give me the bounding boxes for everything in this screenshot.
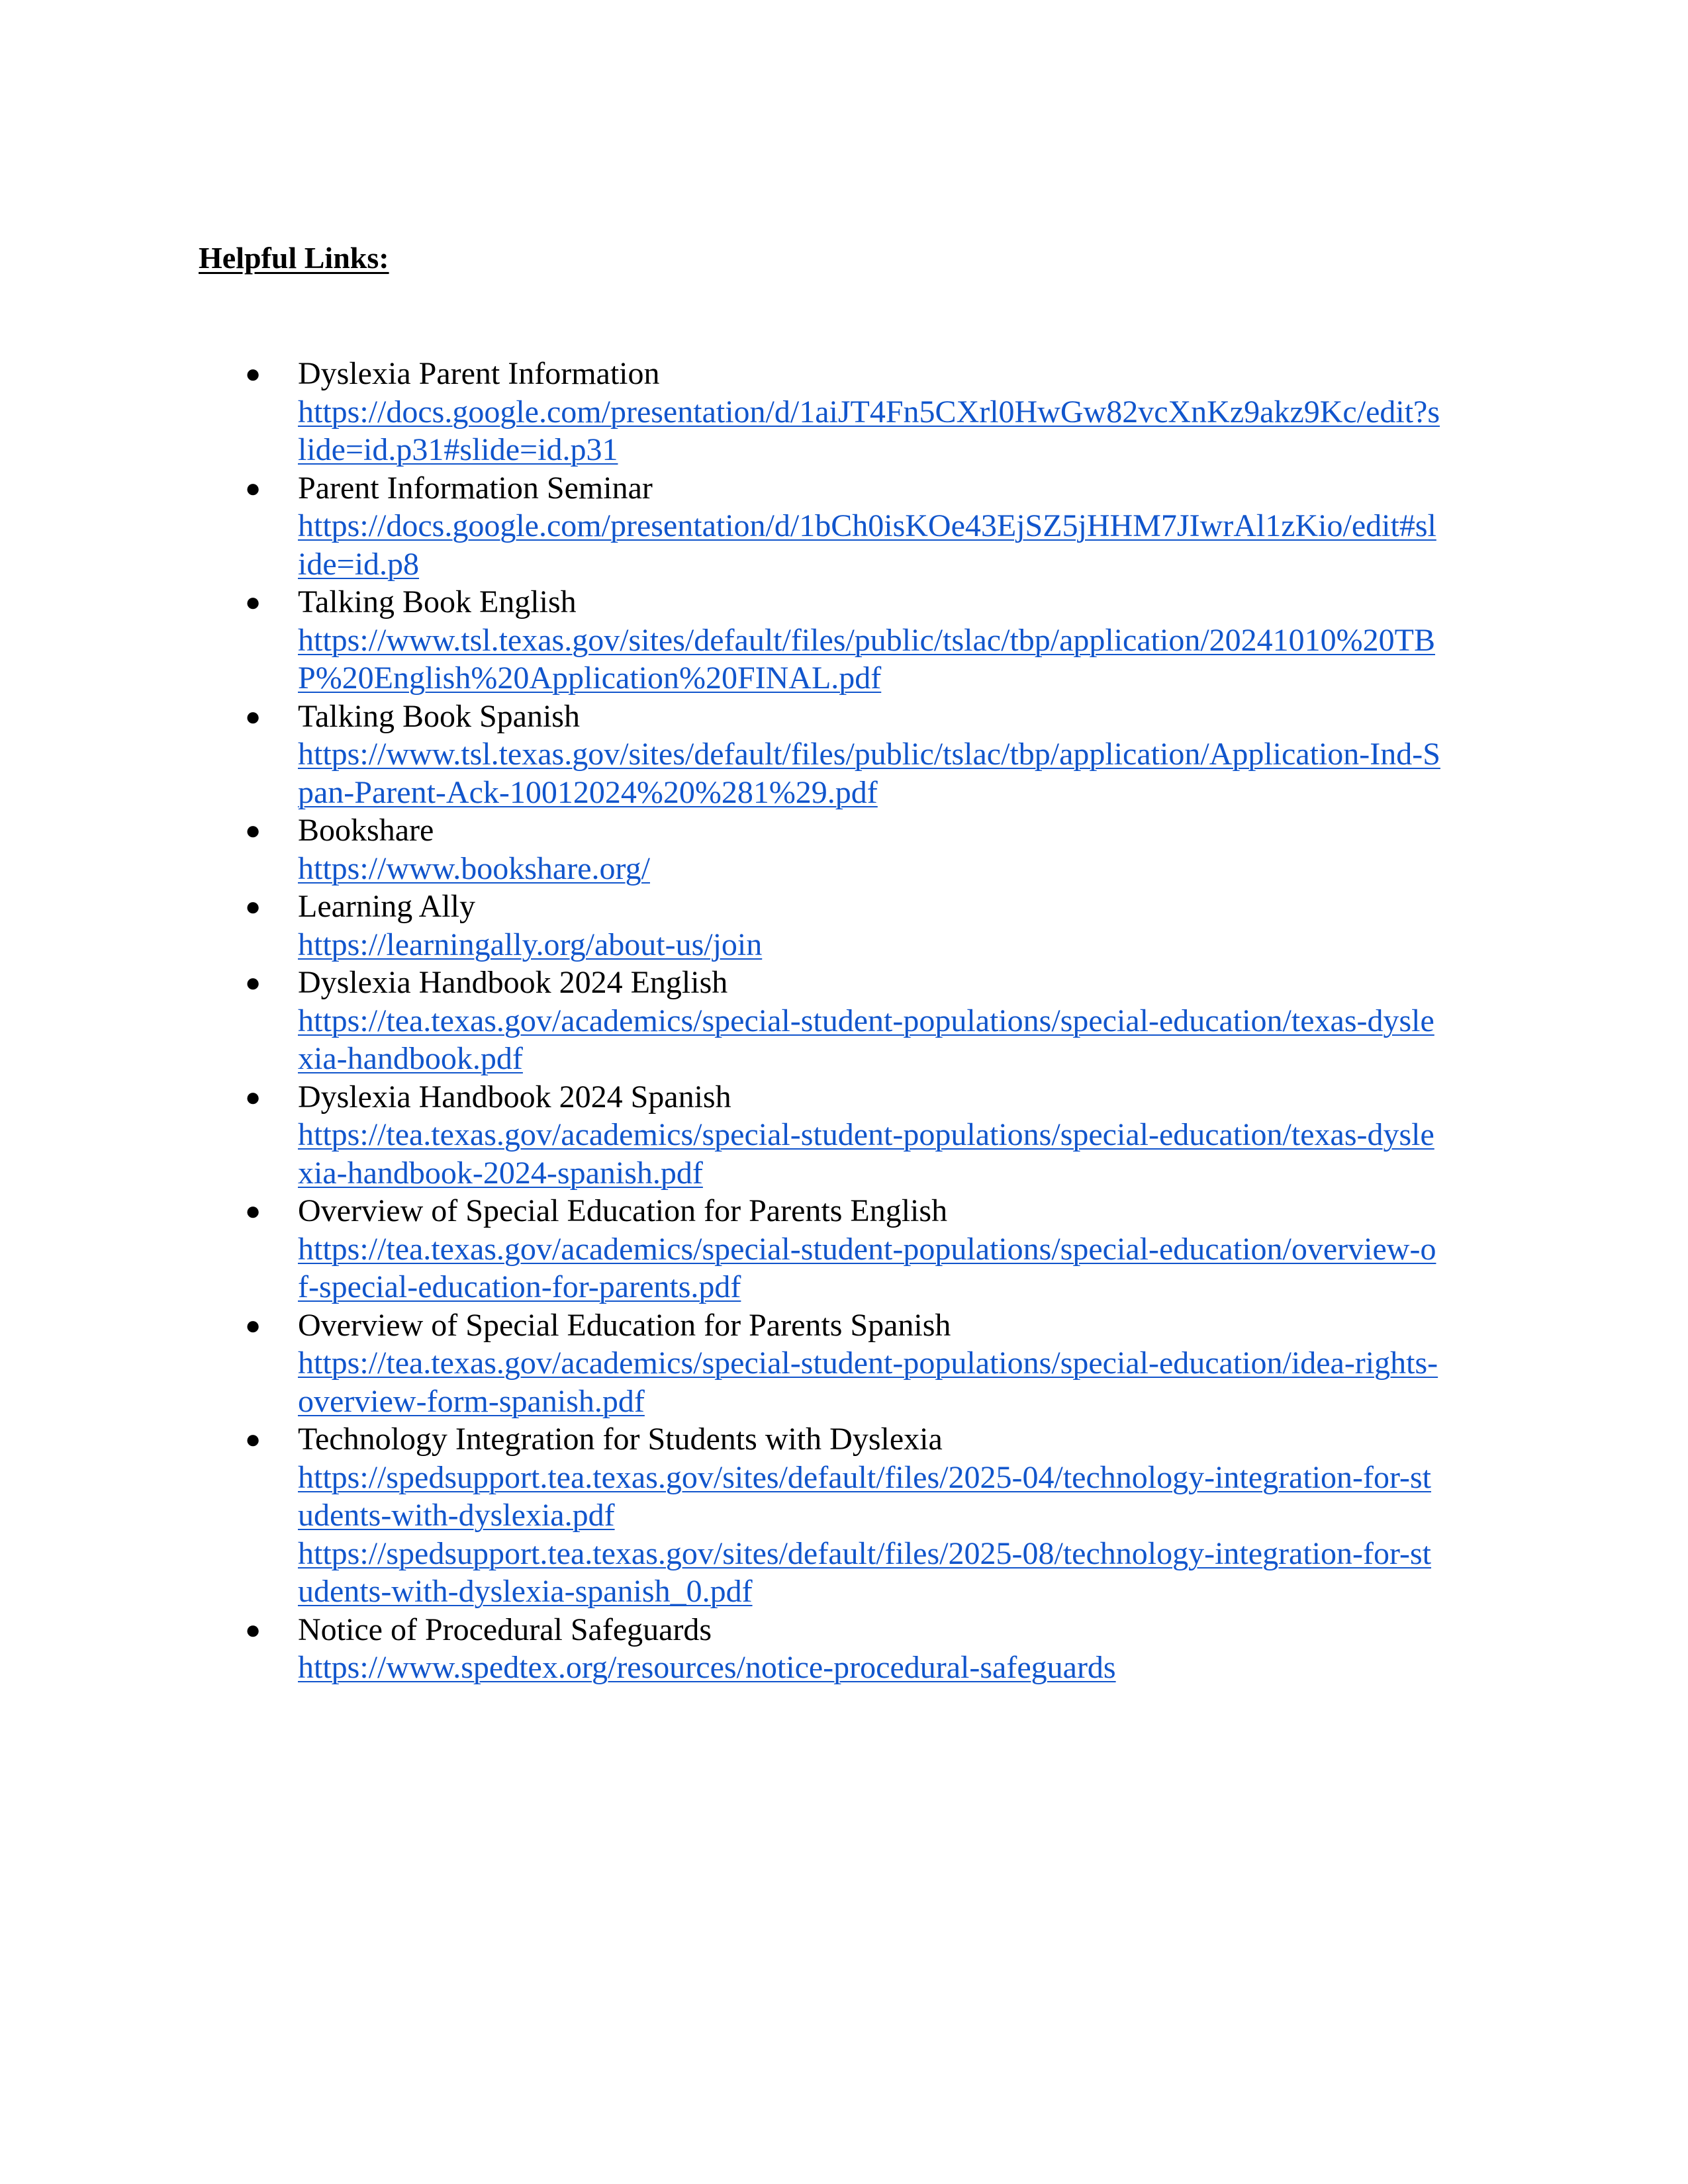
list-item — [199, 1192, 1496, 1306]
page-heading: Helpful Links: — [199, 241, 389, 275]
url-line[interactable]: xia-handbook.pdf — [298, 1041, 523, 1076]
url-link[interactable] — [298, 1002, 1496, 1078]
list-item — [199, 583, 1496, 698]
url-link[interactable] — [298, 393, 1496, 469]
bullet-icon: ● — [245, 1614, 261, 1645]
helpful-links-list — [199, 355, 1496, 1687]
list-item — [199, 887, 1496, 964]
url-line[interactable]: https://docs.google.com/presentation/d/1aiJT4Fn5CXrl0HwGw82vcXnKz9akz9Kc/edit?s — [298, 394, 1440, 430]
url-line[interactable]: ide=id.p8 — [298, 546, 420, 582]
url-line[interactable]: udents-with-dyslexia.pdf — [298, 1498, 615, 1533]
url-line[interactable]: P%20English%20Application%20FINAL.pdf — [298, 660, 882, 696]
url-line[interactable]: https://www.spedtex.org/resources/notice-procedural-safeguards — [298, 1650, 1116, 1685]
list-item — [199, 1611, 1496, 1687]
url-line[interactable]: udents-with-dyslexia-spanish_0.pdf — [298, 1574, 753, 1609]
url-line[interactable]: overview-form-spanish.pdf — [298, 1383, 645, 1419]
bullet-icon: ● — [245, 968, 261, 997]
link-label: Technology Integration for Students with Dyslexia — [298, 1422, 943, 1457]
url-line[interactable]: f-special-education-for-parents.pdf — [298, 1269, 741, 1304]
list-item — [199, 698, 1496, 812]
bullet-icon: ● — [245, 1310, 261, 1340]
url-link[interactable] — [298, 621, 1496, 698]
bullet-icon: ● — [245, 891, 261, 921]
url-line[interactable]: https://tea.texas.gov/academics/special-student-populations/special-education/texas-dysle — [298, 1003, 1434, 1038]
url-link[interactable] — [298, 1344, 1496, 1420]
link-label: Overview of Special Education for Parents Spanish — [298, 1307, 951, 1343]
url-line[interactable]: https://www.tsl.texas.gov/sites/default/files/public/tslac/tbp/application/20241010%20TB — [298, 622, 1435, 658]
bullet-icon: ● — [245, 473, 261, 503]
url-link[interactable] — [298, 1230, 1496, 1306]
url-link[interactable] — [298, 735, 1496, 811]
url-link[interactable] — [298, 1116, 1496, 1192]
link-label: Learning Ally — [298, 889, 475, 924]
link-label: Overview of Special Education for Parents English — [298, 1193, 948, 1228]
url-line[interactable]: pan-Parent-Ack-10012024%20%281%29.pdf — [298, 774, 878, 810]
bullet-icon: ● — [245, 1424, 261, 1454]
url-line[interactable]: https://tea.texas.gov/academics/special-student-populations/special-education/overview-o — [298, 1231, 1436, 1267]
url-line[interactable]: https://www.tsl.texas.gov/sites/default/files/public/tslac/tbp/application/Application-Ind-S — [298, 737, 1440, 772]
bullet-icon: ● — [245, 701, 261, 731]
url-line[interactable]: https://learningally.org/about-us/join — [298, 927, 763, 962]
bullet-icon: ● — [245, 359, 261, 388]
url-link[interactable] — [298, 507, 1496, 583]
list-item — [199, 964, 1496, 1078]
link-label: Parent Information Seminar — [298, 470, 653, 506]
url-line[interactable]: https://tea.texas.gov/academics/special-student-populations/special-education/texas-dysle — [298, 1117, 1434, 1152]
link-label: Dyslexia Parent Information — [298, 356, 660, 391]
bullet-icon: ● — [245, 587, 261, 617]
link-label: Talking Book Spanish — [298, 698, 580, 734]
bullet-icon: ● — [245, 1081, 261, 1112]
url-line[interactable]: https://www.bookshare.org/ — [298, 850, 650, 886]
link-label: Notice of Procedural Safeguards — [298, 1612, 712, 1647]
list-item — [199, 811, 1496, 887]
url-link[interactable] — [298, 850, 1496, 888]
link-label: Bookshare — [298, 813, 434, 848]
url-line[interactable]: https://spedsupport.tea.texas.gov/sites/default/files/2025-04/technology-integration-for-st — [298, 1459, 1432, 1495]
url-link[interactable] — [298, 1649, 1496, 1687]
url-line[interactable]: xia-handbook-2024-spanish.pdf — [298, 1155, 703, 1191]
list-item — [199, 1078, 1496, 1193]
list-item — [199, 355, 1496, 469]
url-line[interactable]: https://spedsupport.tea.texas.gov/sites/default/files/2025-08/technology-integration-for-st — [298, 1535, 1432, 1571]
list-item — [199, 1420, 1496, 1611]
url-line[interactable]: https://tea.texas.gov/academics/special-student-populations/special-education/idea-rights- — [298, 1345, 1438, 1381]
url-line[interactable]: lide=id.p31#slide=id.p31 — [298, 432, 618, 467]
list-item — [199, 469, 1496, 584]
list-item — [199, 1306, 1496, 1421]
bullet-icon: ● — [245, 1196, 261, 1226]
url-link[interactable] — [298, 1535, 1496, 1611]
link-label: Talking Book English — [298, 584, 577, 619]
url-link[interactable] — [298, 926, 1496, 964]
bullet-icon: ● — [245, 815, 261, 845]
url-line[interactable]: https://docs.google.com/presentation/d/1bCh0isKOe43EjSZ5jHHM7JIwrAl1zKio/edit#sl — [298, 508, 1436, 543]
link-label: Dyslexia Handbook 2024 English — [298, 965, 728, 1000]
url-link[interactable] — [298, 1459, 1496, 1535]
link-label: Dyslexia Handbook 2024 Spanish — [298, 1079, 731, 1115]
